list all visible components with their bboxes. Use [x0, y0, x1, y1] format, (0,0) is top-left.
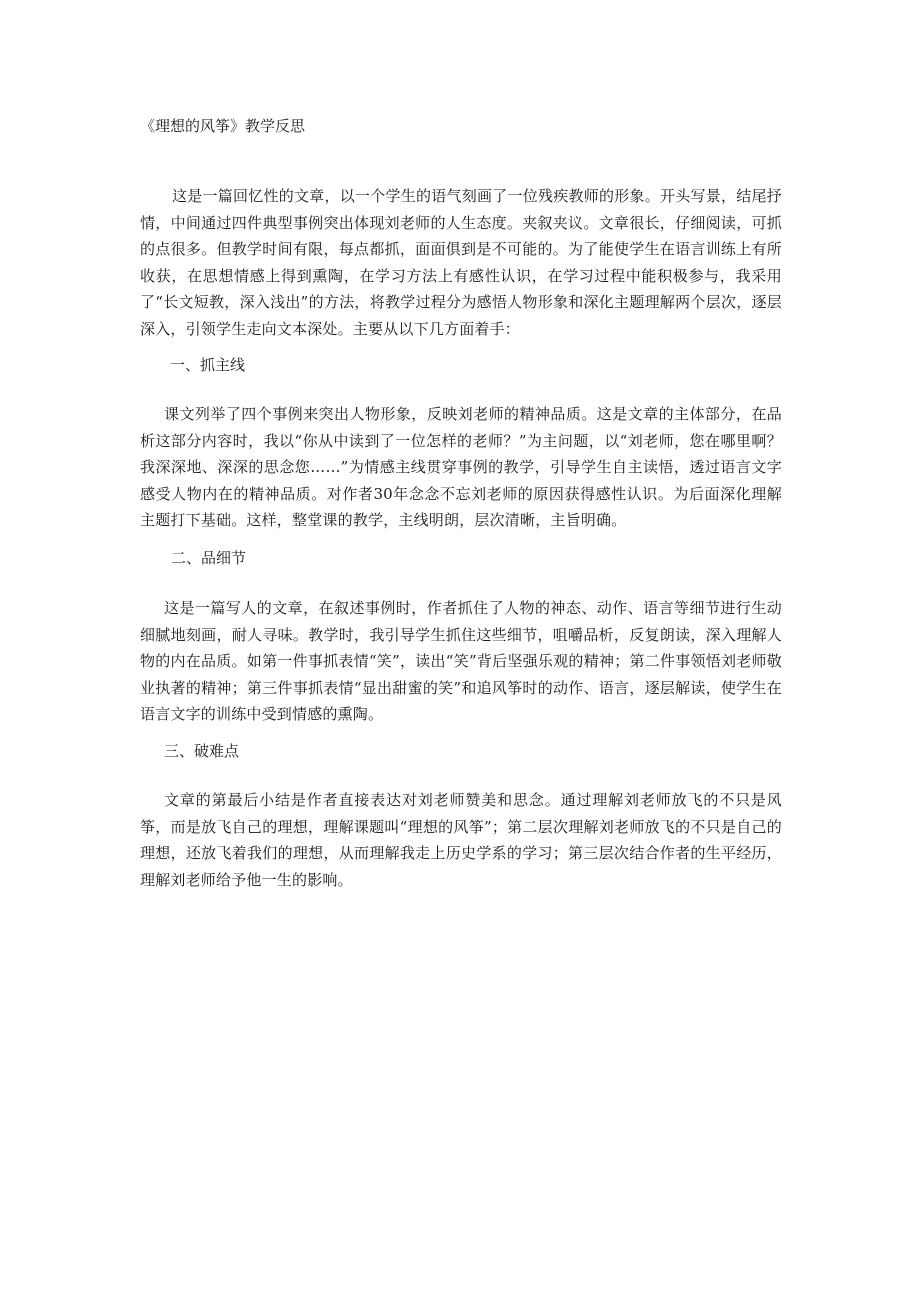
section-heading-difficulty: 三、破难点 — [164, 742, 240, 760]
section-heading-main-line: 一、抓主线 — [170, 356, 246, 374]
section-body-main-line: 课文列举了四个事例来突出人物形象，反映刘老师的精神品质。这是文章的主体部分，在品析这部分内容时，我以“你从中读到了一位怎样的老师？”为主问题，以“刘老师，您在哪里啊？我深深地、深深的思念您……”为情感主线贯穿事例的教学，引导学生自主读悟，透过语言文字感受人物内在的精神品质。对作者30年念念不忘刘老师的原因获得感性认识。为后面深化理解主题打下基础。这样，整堂课的教学，主线明朗，层次清晰，主旨明确。 — [140, 405, 782, 529]
section-body-details: 这是一篇写人的文章，在叙述事例时，作者抓住了人物的神态、动作、语言等细节进行生动细腻地刻画，耐人寻味。教学时，我引导学生抓住这些细节，咀嚼品析，反复朗读，深入理解人物的内在品质。如第一件事抓表情“笑”，读出“笑”背后坚强乐观的精神；第二件事领悟刘老师敬业执著的精神；第三件事抓表情“显出甜蜜的笑”和追风筝时的动作、语言，逐层解读，使学生在语言文字的训练中受到情感的熏陶。 — [140, 599, 782, 723]
section-heading-details: 二、品细节 — [171, 549, 247, 567]
section-body-difficulty: 文章的第最后小结是作者直接表达对刘老师赞美和思念。通过理解刘老师放飞的不只是风筝，而是放飞自己的理想，理解课题叫“理想的风筝”；第二层次理解刘老师放飞的不只是自己的理想，还放飞着我们的理想，从而理解我走上历史学系的学习；第三层次结合作者的生平经历，理解刘老师给予他一生的影响。 — [140, 791, 782, 889]
document-title: 《理想的风筝》教学反思 — [140, 117, 306, 135]
intro-paragraph: 这是一篇回忆性的文章，以一个学生的语气刻画了一位残疾教师的形象。开头写景，结尾抒情，中间通过四件典型事例突出体现刘老师的人生态度。夹叙夹议。文章很长，仔细阅读，可抓的点很多。但教学时间有限，每点都抓，面面俱到是不可能的。为了能使学生在语言训练上有所收获，在思想情感上得到熏陶，在学习方法上有感性认识，在学习过程中能积极参与，我采用了“长文短教，深入浅出”的方法，将教学过程分为感悟人物形象和深化主题理解两个层次，逐层深入，引领学生走向文本深处。主要从以下几方面着手： — [140, 187, 782, 338]
